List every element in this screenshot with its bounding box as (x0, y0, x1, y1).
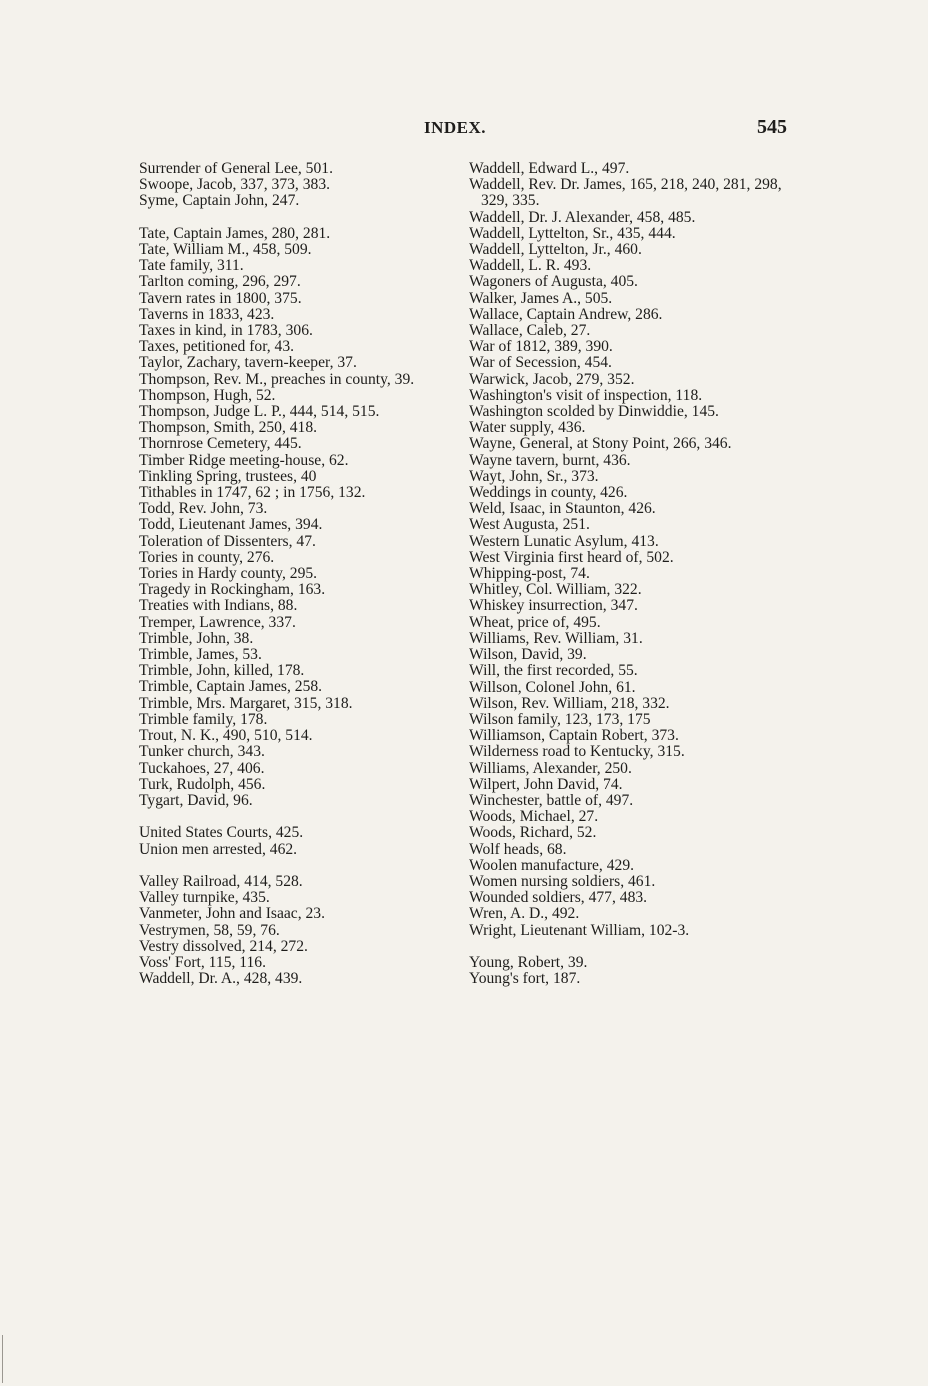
index-entry: Walker, James A., 505. (469, 289, 613, 307)
index-entry: Warwick, Jacob, 279, 352. (469, 370, 635, 388)
index-entry: Wilderness road to Kentucky, 315. (469, 743, 685, 761)
index-entry: Waddell, Dr. J. Alexander, 458, 485. (469, 208, 696, 226)
index-entry: Tate, Captain James, 280, 281. (139, 224, 331, 242)
index-entry: Woods, Michael, 27. (469, 808, 599, 826)
index-entry: Willson, Colonel John, 61. (469, 678, 636, 696)
index-entry: Wallace, Caleb, 27. (469, 322, 591, 340)
index-entry: Waddell, Dr. A., 428, 439. (139, 970, 303, 988)
index-entry: Timber Ridge meeting-house, 62. (139, 451, 349, 469)
index-entry: Wounded soldiers, 477, 483. (469, 889, 648, 907)
index-entry: Tarlton coming, 296, 297. (139, 273, 301, 291)
index-entry: Wilpert, John David, 74. (469, 775, 623, 793)
index-entry: Taylor, Zachary, tavern-keeper, 37. (139, 354, 357, 372)
index-entry: Thompson, Smith, 250, 418. (139, 419, 318, 437)
index-entry: West Virginia first heard of, 502. (469, 548, 674, 566)
index-entry: Washington's visit of inspection, 118. (469, 386, 703, 404)
index-entry: Williams, Alexander, 250. (469, 759, 632, 777)
index-entry: Washington scolded by Dinwiddie, 145. (469, 403, 719, 421)
index-entry: Tragedy in Rockingham, 163. (139, 581, 326, 599)
index-entry: Will, the first recorded, 55. (469, 662, 638, 680)
index-entry: Wilson, Rev. William, 218, 332. (469, 694, 670, 712)
index-entry: Tithables in 1747, 62 ; in 1756, 132. (139, 484, 366, 502)
index-entry: Thornrose Cemetery, 445. (139, 435, 302, 453)
index-entry: Trimble, Mrs. Margaret, 315, 318. (139, 694, 353, 712)
index-entry: Waddell, Rev. Dr. James, 165, 218, 240, 281, 298, 329, 335. (469, 176, 786, 210)
index-entry: West Augusta, 251. (469, 516, 590, 534)
index-entry: Wagoners of Augusta, 405. (469, 273, 638, 291)
index-entry: Vestry dissolved, 214, 272. (139, 937, 308, 955)
index-entry: Weld, Isaac, in Staunton, 426. (469, 500, 656, 518)
index-entry: Tremper, Lawrence, 337. (139, 613, 296, 631)
index-entry: Water supply, 436. (469, 419, 586, 437)
index-entry: Trimble, James, 53. (139, 646, 262, 664)
section-gap (469, 939, 799, 955)
index-entry: Tygart, David, 96. (139, 791, 253, 809)
index-entry: Tuckahoes, 27, 406. (139, 759, 265, 777)
index-entry: Whiskey insurrection, 347. (469, 597, 638, 615)
index-entry: Tories in Hardy county, 295. (139, 565, 318, 583)
section-gap (139, 210, 469, 226)
index-entry: Wheat, price of, 495. (469, 613, 601, 631)
index-entry: Weddings in county, 426. (469, 484, 628, 502)
index-entry: War of 1812, 389, 390. (469, 338, 613, 356)
index-entry: Todd, Lieutenant James, 394. (139, 516, 323, 534)
index-entry: Thompson, Judge L. P., 444, 514, 515. (139, 403, 380, 421)
index-entry: Vestrymen, 58, 59, 76. (139, 921, 280, 939)
index-entry: Voss' Fort, 115, 116. (139, 953, 267, 971)
index-entry: Vanmeter, John and Isaac, 23. (139, 905, 326, 923)
index-entry: Young, Robert, 39. (469, 953, 588, 971)
index-entry: Whipping-post, 74. (469, 565, 590, 583)
index-entry: Women nursing soldiers, 461. (469, 872, 656, 890)
index-entry: Wilson family, 123, 173, 175 (469, 710, 651, 728)
index-entry: Union men arrested, 462. (139, 840, 298, 858)
index-entry: Turk, Rudolph, 456. (139, 775, 266, 793)
index-entry: Trimble, John, 38. (139, 629, 254, 647)
index-entry: Trimble family, 178. (139, 710, 268, 728)
running-head-title: INDEX. (424, 118, 487, 137)
index-entry: Tavern rates in 1800, 375. (139, 289, 302, 307)
index-entry: Valley Railroad, 414, 528. (139, 872, 303, 890)
index-entry: Wayne tavern, burnt, 436. (469, 451, 631, 469)
scan-edge-mark (2, 1335, 3, 1383)
index-entry: Taxes in kind, in 1783, 306. (139, 322, 313, 340)
index-entry: Tinkling Spring, trustees, 40 (139, 467, 317, 485)
index-entry: Woolen manufacture, 429. (469, 856, 635, 874)
index-entry: Trimble, John, killed, 178. (139, 662, 305, 680)
index-entry: Waddell, Edward L., 497. (469, 160, 630, 177)
index-entry: Tunker church, 343. (139, 743, 265, 761)
index-entry: Wren, A. D., 492. (469, 905, 580, 923)
index-entry: War of Secession, 454. (469, 354, 612, 372)
index-entry: Williams, Rev. William, 31. (469, 629, 643, 647)
index-entry: Woods, Richard, 52. (469, 824, 597, 842)
index-entry: Whitley, Col. William, 322. (469, 581, 642, 599)
index-entry: Swoope, Jacob, 337, 373, 383. (139, 176, 331, 194)
index-entry: Trimble, Captain James, 258. (139, 678, 323, 696)
index-entry: Syme, Captain John, 247. (139, 192, 300, 210)
index-entry: Wilson, David, 39. (469, 646, 587, 664)
index-entry: United States Courts, 425. (139, 824, 304, 842)
index-entry: Waddell, L. R. 493. (469, 257, 592, 275)
index-entry: Todd, Rev. John, 73. (139, 500, 268, 518)
index-entry: Young's fort, 187. (469, 970, 581, 988)
index-entry: Taxes, petitioned for, 43. (139, 338, 295, 356)
index-entry: Valley turnpike, 435. (139, 889, 270, 907)
index-entry: Waddell, Lyttelton, Jr., 460. (469, 241, 642, 259)
index-entry: Wright, Lieutenant William, 102-3. (469, 921, 690, 939)
index-entry: Surrender of General Lee, 501. (139, 160, 333, 177)
index-entry: Trout, N. K., 490, 510, 514. (139, 727, 313, 745)
index-entry: Treaties with Indians, 88. (139, 597, 298, 615)
index-entry: Wallace, Captain Andrew, 286. (469, 305, 663, 323)
index-entry: Western Lunatic Asylum, 413. (469, 532, 659, 550)
index-entry: Tate family, 311. (139, 257, 244, 275)
page-number: 545 (757, 116, 787, 138)
index-column-right (469, 161, 799, 987)
index-entry: Tate, William M., 458, 509. (139, 241, 312, 258)
index-column-left (139, 161, 469, 987)
index-entry: Williamson, Captain Robert, 373. (469, 727, 679, 745)
index-entry: Wayt, John, Sr., 373. (469, 467, 599, 485)
index-entry: Waddell, Lyttelton, Sr., 435, 444. (469, 224, 676, 242)
page-header (0, 118, 928, 142)
index-entry: Thompson, Hugh, 52. (139, 386, 276, 404)
index-entry: Thompson, Rev. M., preaches in county, 39. (139, 370, 415, 388)
index-entry: Toleration of Dissenters, 47. (139, 532, 316, 550)
index-entry: Wayne, General, at Stony Point, 266, 346. (469, 435, 732, 453)
section-gap (139, 809, 469, 825)
index-entry: Wolf heads, 68. (469, 840, 567, 858)
index-entry: Taverns in 1833, 423. (139, 305, 275, 323)
index-entry: Winchester, battle of, 497. (469, 791, 634, 809)
section-gap (139, 858, 469, 874)
index-entry: Tories in county, 276. (139, 548, 275, 566)
